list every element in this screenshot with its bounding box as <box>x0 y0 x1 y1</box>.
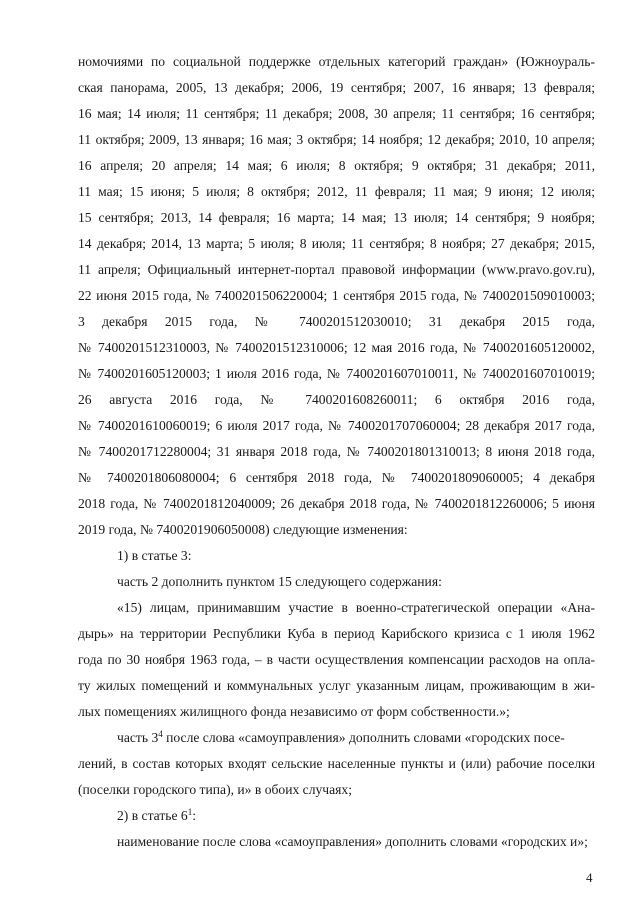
text-line: 26 августа 2016 года, № 7400201608260011; 6 октября 2016 года, <box>78 392 595 407</box>
text-run: 2) в статье 6 <box>117 808 188 823</box>
text-line: «15) лицам, принимавшим участие в военно-стратегической операции «Ана- <box>117 600 595 615</box>
text-line: 16 апреля; 20 апреля; 14 мая; 6 июля; 8 октября; 9 октября; 31 декабря; 2011, <box>78 158 595 173</box>
text-line: 15 сентября; 2013, 14 февраля; 16 марта; 14 мая; 13 июля; 14 сентября; 9 ноября; <box>78 210 595 225</box>
text-line: 22 июня 2015 года, № 7400201506220004; 1 сентября 2015 года, № 7400201509010003; <box>78 288 595 303</box>
text-line: № 7400201806080004; 6 сентября 2018 года, № 7400201809060005; 4 декабря <box>78 470 595 485</box>
text-line: 16 мая; 14 июля; 11 сентября; 11 декабря; 2008, 30 апреля; 11 сентября; 16 сентября; <box>78 106 595 121</box>
text-line: наименование после слова «самоуправления» дополнить словами «городских и»; <box>117 834 588 849</box>
text-line: (поселки городского типа), и» в обоих случаях; <box>78 782 352 797</box>
text-line <box>117 729 565 747</box>
superscript: 4 <box>158 729 163 739</box>
text-line: 3 декабря 2015 года, № 7400201512030010; 31 декабря 2015 года, <box>78 314 595 329</box>
text-line: 11 мая; 15 июня; 5 июля; 8 октября; 2012, 11 февраля; 11 мая; 9 июня; 12 июля; <box>78 184 595 199</box>
page-number: 4 <box>586 870 593 885</box>
text-line: 14 декабря; 2014, 13 марта; 5 июля; 8 июля; 11 сентября; 8 ноября; 27 декабря; 2015, <box>78 236 595 251</box>
text-line: № 7400201605120003; 1 июля 2016 года, № 7400201607010011, № 7400201607010019; <box>78 366 595 381</box>
text-run: часть 3 <box>117 730 159 745</box>
text-run: после слова «самоуправления» дополнить словами «городских посе- <box>162 730 565 745</box>
text-line: лых помещениях жилищного фонда независимо от форм собственности.»; <box>78 704 510 719</box>
text-line: номочиями по социальной поддержке отдельных категорий граждан» (Южноураль- <box>78 54 595 69</box>
text-line: лений, в состав которых входят сельские населенные пункты и (или) рабочие поселки <box>78 756 595 771</box>
text-line: 11 октября; 2009, 13 января; 16 мая; 3 октября; 14 ноября; 12 декабря; 2010, 10 апреля; <box>78 132 595 147</box>
text-line: № 7400201512310003, № 7400201512310006; 12 мая 2016 года, № 7400201605120002, <box>78 340 595 355</box>
text-line: ская панорама, 2005, 13 декабря; 2006, 19 сентября; 2007, 16 января; 13 февраля; <box>78 80 595 95</box>
text-line: дырь» на территории Республики Куба в период Карибского кризиса с 1 июля 1962 <box>78 626 595 641</box>
text-line: года по 30 ноября 1963 года, – в части осуществления компенсации расходов на опла- <box>78 652 595 667</box>
text-line: часть 2 дополнить пунктом 15 следующего содержания: <box>117 574 442 589</box>
text-line: ту жилых помещений и коммунальных услуг указанным лицам, проживающим в жи- <box>78 678 595 693</box>
text-line: № 7400201712280004; 31 января 2018 года, № 7400201801310013; 8 июня 2018 года, <box>78 444 595 459</box>
text-line: 2018 года, № 7400201812040009; 26 декабря 2018 года, № 7400201812260006; 5 июня <box>78 496 595 511</box>
list-item-heading <box>117 807 196 825</box>
text-line: 11 апреля; Официальный интернет-портал правовой информации (www.pravo.gov.ru), <box>78 262 595 277</box>
text-line: № 7400201610060019; 6 июля 2017 года, № 7400201707060004; 28 декабря 2017 года, <box>78 418 595 433</box>
list-item-heading: 1) в статье 3: <box>117 548 192 563</box>
text-line: 2019 года, № 7400201906050008) следующие изменения: <box>78 522 408 537</box>
text-run: : <box>192 808 197 823</box>
superscript: 1 <box>187 807 193 817</box>
